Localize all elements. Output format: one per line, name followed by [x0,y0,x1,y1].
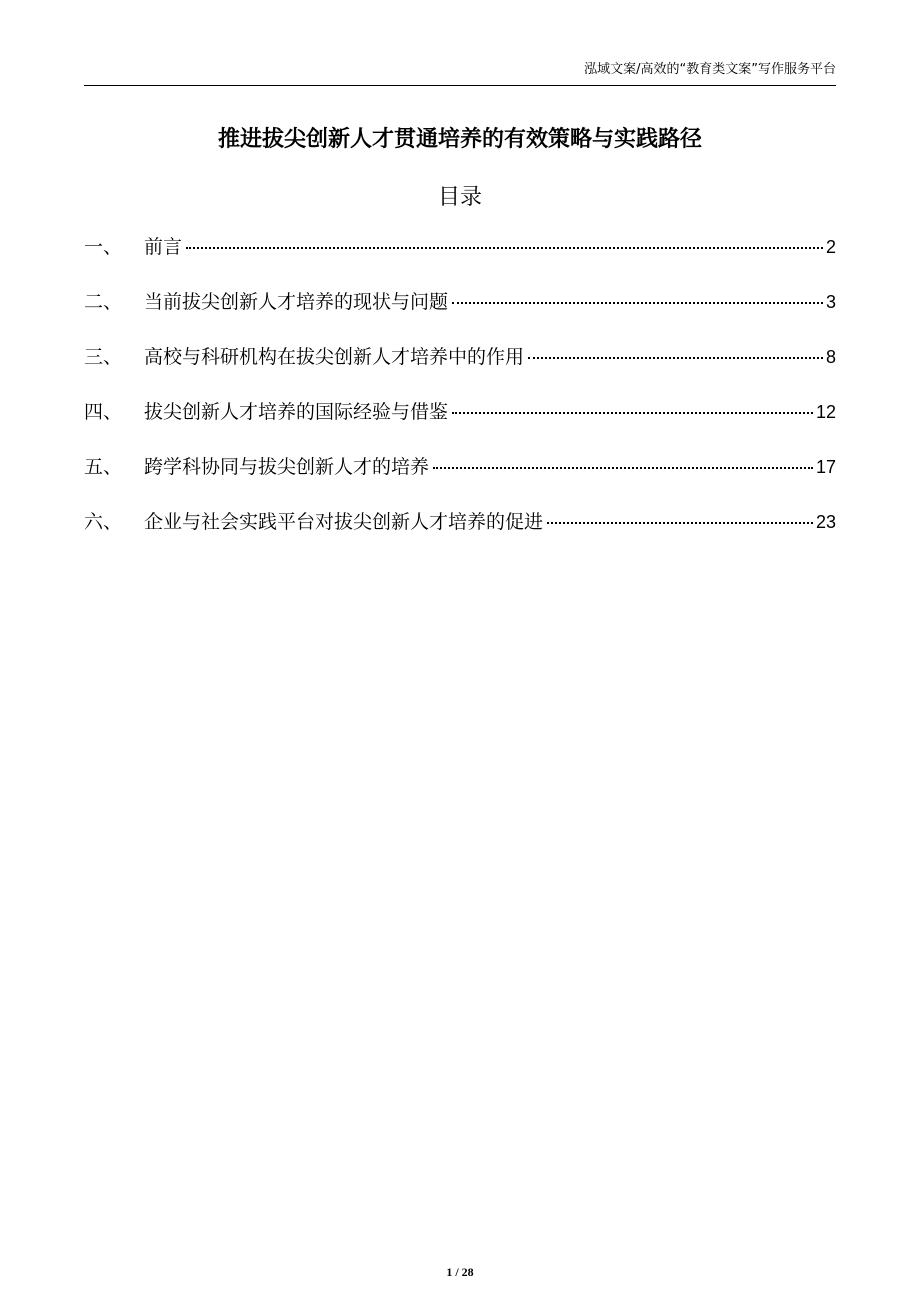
toc-dot-leader [547,522,813,524]
toc-entry-label: 跨学科协同与拔尖创新人才的培养 [144,456,430,478]
toc-entry-page: 8 [825,347,836,367]
toc-entry-label: 前言 [144,236,183,258]
toc-entry-number: 六、 [84,511,123,533]
toc-entry-label: 企业与社会实践平台对拔尖创新人才培养的促进 [144,511,544,533]
toc-entry-2[interactable] [84,287,836,342]
toc-entry-number: 二、 [84,291,123,313]
toc-entry-number: 一、 [84,236,123,258]
toc-entry-label: 当前拔尖创新人才培养的现状与问题 [144,291,449,313]
toc-entry-number: 五、 [84,456,123,478]
toc-entry-1[interactable] [84,232,836,287]
toc-dot-leader [433,467,813,469]
page-header-text: 泓域文案/高效的“教育类文案”写作服务平台 [584,62,836,77]
toc-dot-leader [186,247,823,249]
toc-dot-leader [452,412,813,414]
page-number-indicator: 1 / 28 [446,1265,474,1279]
toc-entry-label: 拔尖创新人才培养的国际经验与借鉴 [144,401,449,423]
toc-entry-4[interactable] [84,397,836,452]
toc-entry-page: 3 [825,292,836,312]
toc-entry-page: 17 [815,457,836,477]
toc-entry-6[interactable] [84,507,836,562]
toc-dot-leader [452,302,823,304]
toc-entry-page: 2 [825,237,836,257]
header-divider [84,85,836,86]
toc-entry-label: 高校与科研机构在拔尖创新人才培养中的作用 [144,346,525,368]
toc-entry-3[interactable] [84,342,836,397]
document-title: 推进拔尖创新人才贯通培养的有效策略与实践路径 [217,127,702,152]
toc-dot-leader [528,357,823,359]
toc-entry-5[interactable] [84,452,836,507]
toc-entry-page: 12 [815,402,836,422]
toc-heading: 目录 [437,185,482,210]
toc-entry-page: 23 [815,512,836,532]
toc-entry-number: 四、 [84,401,123,423]
table-of-contents [84,232,836,562]
toc-entry-number: 三、 [84,346,123,368]
